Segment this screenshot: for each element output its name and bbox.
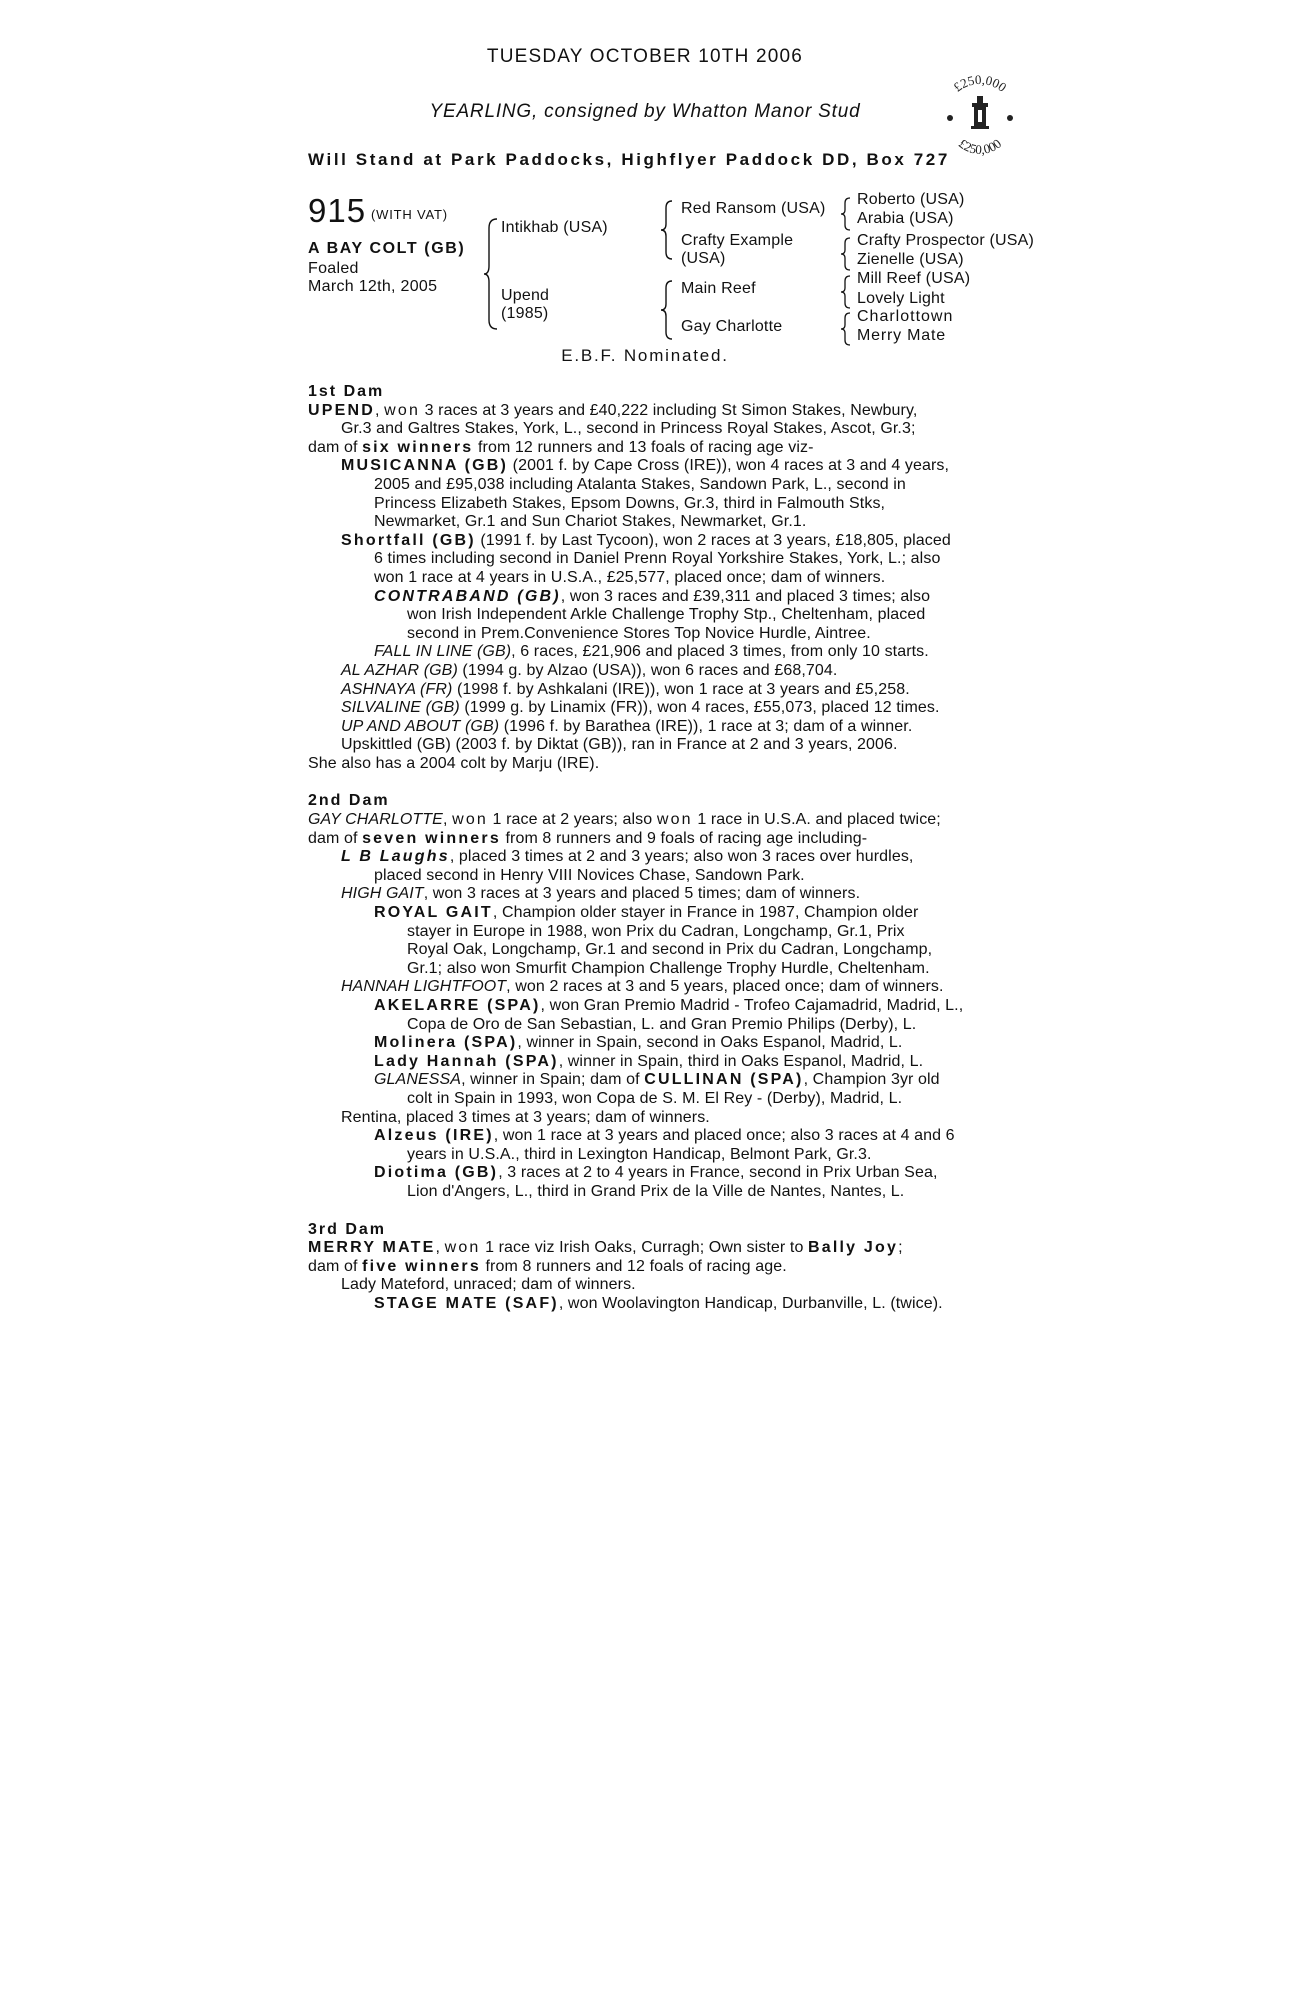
pedigree-brace-dam	[660, 280, 674, 340]
text-line: STAGE MATE (SAF), won Woolavington Handicap, Durbanville, L. (twice).	[374, 1294, 943, 1312]
text-line: Shortfall (GB) (1991 f. by Last Tycoon), won 2 races at 3 years, £18,805, placed	[341, 531, 951, 549]
text-line: HANNAH LIGHTFOOT, won 2 races at 3 and 5 years, placed once; dam of winners.	[341, 978, 944, 996]
pedigree-dam-sire: Main Reef	[681, 280, 756, 297]
text-line: second in Prem.Convenience Stores Top Novice Hurdle, Aintree.	[407, 624, 871, 642]
pedigree-brace-ds	[840, 275, 852, 309]
price-emblem	[938, 66, 1022, 162]
pedigree-sire-dam	[681, 232, 793, 268]
text-line: AL AZHAR (GB) (1994 g. by Alzao (USA)), won 6 races and £68,704.	[341, 661, 838, 679]
pedigree-dam-dam: Gay Charlotte	[681, 318, 783, 335]
text-line: Upskittled (GB) (2003 f. by Diktat (GB)), ran in France at 2 and 3 years, 2006.	[341, 736, 898, 754]
text-line: She also has a 2004 colt by Marju (IRE).	[308, 754, 600, 772]
text-line: HIGH GAIT, won 3 races at 3 years and placed 5 times; dam of winners.	[341, 885, 861, 903]
text-line: 2005 and £95,038 including Atalanta Stakes, Sandown Park, L., second in	[374, 475, 906, 493]
pedigree-sire-sire: Red Ransom (USA)	[681, 200, 826, 217]
pedigree-ssd: Arabia (USA)	[857, 210, 954, 227]
text-line: won 1 race at 4 years in U.S.A., £25,577, placed once; dam of winners.	[374, 568, 886, 586]
tattersalls-lodge-icon	[947, 96, 1013, 129]
text-line: CONTRABAND (GB), won 3 races and £39,311 and placed 3 times; also	[374, 587, 931, 605]
foaled-label: Foaled	[308, 260, 359, 277]
pedigree-sire-dam-line1: Crafty Example	[681, 232, 794, 249]
text-line: GAY CHARLOTTE, won 1 race at 2 years; also won 1 race in U.S.A. and placed twice;	[308, 811, 941, 829]
pedigree-ddd: Merry Mate	[857, 327, 946, 344]
consignment-line: YEARLING, consigned by Whatton Manor Stud	[429, 101, 861, 122]
pedigree-dss: Mill Reef (USA)	[857, 270, 971, 287]
ebf-nomination: E.B.F. Nominated.	[561, 346, 729, 365]
text-line: ROYAL GAIT, Champion older stayer in France in 1987, Champion older	[374, 904, 919, 922]
text-line: Newmarket, Gr.1 and Sun Chariot Stakes, Newmarket, Gr.1.	[374, 513, 807, 531]
text-line: won Irish Independent Arkle Challenge Trophy Stp., Cheltenham, placed	[407, 606, 926, 624]
text-line: Rentina, placed 3 times at 3 years; dam of winners.	[341, 1108, 710, 1126]
text-line: dam of seven winners from 8 runners and 9 foals of racing age including-	[308, 829, 868, 847]
foaled-date: March 12th, 2005	[308, 278, 438, 295]
text-line: FALL IN LINE (GB), 6 races, £21,906 and placed 3 times, from only 10 starts.	[374, 643, 929, 661]
text-line: UP AND ABOUT (GB) (1996 f. by Barathea (IRE)), 1 race at 3; dam of a winner.	[341, 717, 913, 735]
pedigree-dsd: Lovely Light	[857, 290, 945, 307]
pedigree-sss: Roberto (USA)	[857, 191, 965, 208]
second-dam-heading: 2nd Dam	[308, 792, 390, 810]
third-dam-heading: 3rd Dam	[308, 1220, 387, 1238]
pedigree-brace-ss	[840, 197, 852, 231]
text-line: placed second in Henry VIII Novices Chase, Sandown Park.	[374, 866, 805, 884]
text-line: Lady Mateford, unraced; dam of winners.	[341, 1276, 636, 1294]
stand-location: Will Stand at Park Paddocks, Highflyer Paddock DD, Box 727	[308, 150, 950, 169]
text-line: stayer in Europe in 1988, won Prix du Cadran, Longchamp, Gr.1, Prix	[407, 922, 905, 940]
pedigree-sire: Intikhab (USA)	[501, 219, 608, 236]
pedigree-sire-dam-line2: (USA)	[681, 250, 726, 267]
text-line: colt in Spain in 1993, won Copa de S. M. El Rey - (Derby), Madrid, L.	[407, 1089, 903, 1107]
text-line: Molinera (SPA), winner in Spain, second in Oaks Espanol, Madrid, L.	[374, 1034, 903, 1052]
pedigree-brace-sire	[660, 200, 674, 260]
text-line: UPEND, won 3 races at 3 years and £40,222 including St Simon Stakes, Newbury,	[308, 401, 918, 419]
text-line: dam of five winners from 8 runners and 12 foals of racing age.	[308, 1257, 787, 1275]
text-line: Lion d'Angers, L., third in Grand Prix de la Ville de Nantes, Nantes, L.	[407, 1182, 905, 1200]
text-line: GLANESSA, winner in Spain; dam of CULLINAN (SPA), Champion 3yr old	[374, 1071, 940, 1089]
text-line: dam of six winners from 12 runners and 13 foals of racing age viz-	[308, 438, 814, 456]
text-line: AKELARRE (SPA), won Gran Premio Madrid - Trofeo Cajamadrid, Madrid, L.,	[374, 997, 964, 1014]
first-dam-heading: 1st Dam	[308, 383, 385, 400]
pedigree-dam-year: (1985)	[501, 305, 549, 322]
foaled-block	[308, 260, 437, 296]
pedigree-brace-main	[483, 218, 499, 330]
dam-record	[308, 383, 1028, 1314]
pedigree-dds: Charlottown	[857, 308, 954, 325]
pedigree-dam-name: Upend	[501, 287, 550, 304]
sale-date: TUESDAY OCTOBER 10TH 2006	[486, 46, 804, 67]
text-line: Copa de Oro de San Sebastian, L. and Gran Premio Philips (Derby), L.	[407, 1015, 917, 1033]
text-line: MUSICANNA (GB) (2001 f. by Cape Cross (IRE)), won 4 races at 3 and 4 years,	[341, 457, 950, 475]
pedigree-brace-dd	[840, 312, 852, 346]
horse-description: A BAY COLT (GB)	[308, 240, 466, 257]
pedigree-sdd: Zienelle (USA)	[857, 251, 964, 268]
emblem-text-bottom: £250,000	[955, 135, 1005, 158]
lot-number: 915	[308, 192, 367, 229]
pedigree-sds: Crafty Prospector (USA)	[857, 232, 1035, 249]
text-line: Gr.1; also won Smurfit Champion Challenge Trophy Hurdle, Cheltenham.	[407, 959, 930, 977]
pedigree-dam	[501, 287, 549, 323]
text-line: MERRY MATE, won 1 race viz Irish Oaks, Curragh; Own sister to Bally Joy;	[308, 1239, 903, 1257]
text-line: 6 times including second in Daniel Prenn Royal Yorkshire Stakes, York, L.; also	[374, 550, 941, 568]
text-line: Alzeus (IRE), won 1 race at 3 years and placed once; also 3 races at 4 and 6	[374, 1127, 955, 1145]
pedigree-brace-sd	[840, 237, 852, 271]
text-line: Diotima (GB), 3 races at 2 to 4 years in France, second in Prix Urban Sea,	[374, 1164, 938, 1182]
vat-note: (WITH VAT)	[371, 207, 448, 222]
text-line: Princess Elizabeth Stakes, Epsom Downs, Gr.3, third in Falmouth Stks,	[374, 494, 886, 512]
text-line: L B Laughs, placed 3 times at 2 and 3 years; also won 3 races over hurdles,	[341, 848, 914, 866]
text-line: SILVALINE (GB) (1999 g. by Linamix (FR)), won 4 races, £55,073, placed 12 times.	[341, 699, 940, 717]
text-line: Lady Hannah (SPA), winner in Spain, third in Oaks Espanol, Madrid, L.	[374, 1052, 924, 1070]
text-line: Gr.3 and Galtres Stakes, York, L., second in Princess Royal Stakes, Ascot, Gr.3;	[341, 420, 916, 438]
text-line: ASHNAYA (FR) (1998 f. by Ashkalani (IRE)), won 1 race at 3 years and £5,258.	[341, 680, 910, 698]
emblem-text-top: £250,000	[950, 71, 1010, 95]
text-line: years in U.S.A., third in Lexington Handicap, Belmont Park, Gr.3.	[407, 1145, 872, 1163]
text-line: Royal Oak, Longchamp, Gr.1 and second in Prix du Cadran, Longchamp,	[407, 941, 933, 959]
